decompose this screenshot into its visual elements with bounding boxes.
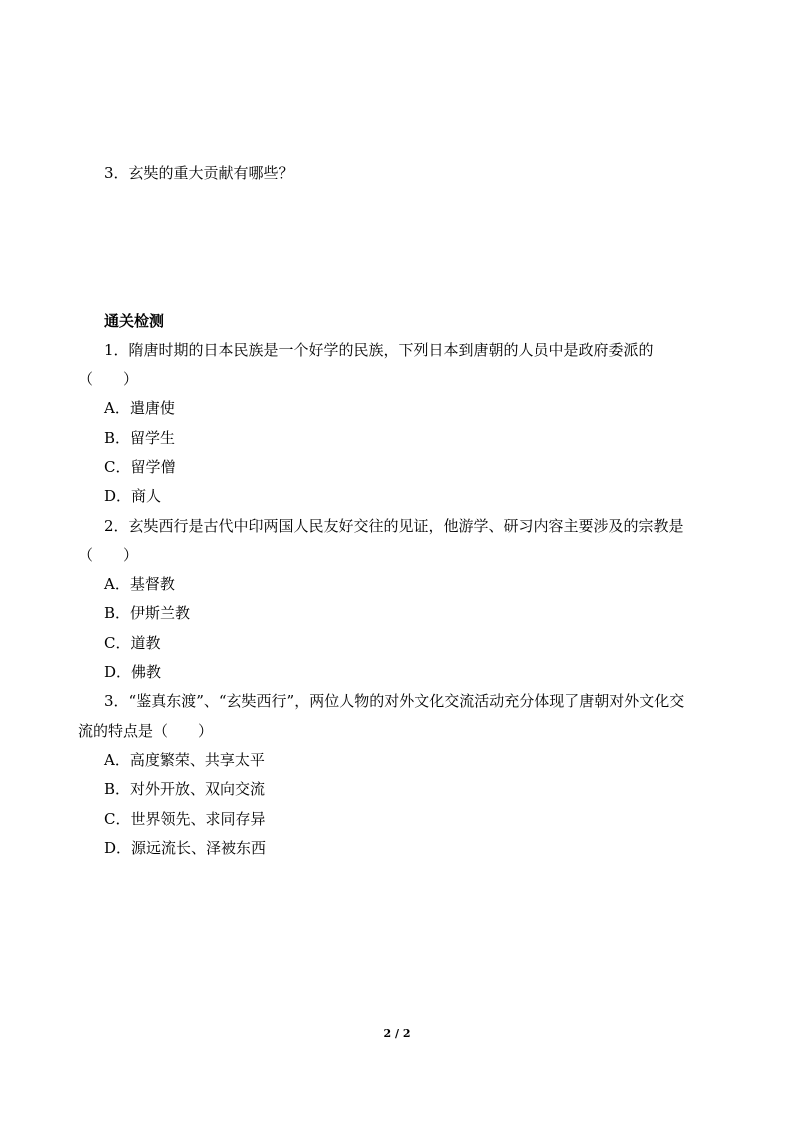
answer-paren-open: （ [78,546,94,564]
question-3-stem: 3．“鉴真东渡”、“玄奘西行”，两位人物的对外文化交流活动充分体现了唐朝对外文化交 [104,692,685,710]
question-1-option-b: B．留学生 [104,429,176,447]
question-1-option-d: D．商人 [104,487,162,505]
page-number: 2 / 2 [383,1027,411,1040]
answer-paren-open: （ [78,370,94,388]
question-2-option-c: C．道教 [104,634,161,652]
question-1-stem: 1．隋唐时期的日本民族是一个好学的民族，下列日本到唐朝的人员中是政府委派的 [104,341,654,359]
question-2-option-a: A．基督教 [104,575,175,593]
stem-continuation: 流的特点是（ [78,722,169,740]
answer-paren-close: ） [198,722,214,740]
question-3-stem-continued [78,721,213,741]
answer-paren-close: ） [123,546,139,564]
question-2-option-b: B．伊斯兰教 [104,604,191,622]
question-2-answer-blank [78,545,138,565]
question-3-option-d: D．源远流长、泽被东西 [104,839,267,857]
question-1-option-c: C．留学僧 [104,458,176,476]
question-1-option-a: A．遣唐使 [104,399,175,417]
question-1-answer-blank [78,369,138,389]
section-title: 通关检测 [104,312,165,330]
question-2-option-d: D．佛教 [104,663,162,681]
question-3-xuanzang-contribution: 3．玄奘的重大贡献有哪些？ [104,164,294,182]
question-3-option-c: C．世界领先、求同存异 [104,810,266,828]
question-3-option-a: A．高度繁荣、共享太平 [104,751,265,769]
question-3-option-b: B．对外开放、双向交流 [104,780,266,798]
answer-paren-close: ） [123,370,139,388]
question-2-stem: 2．玄奘西行是古代中印两国人民友好交往的见证，他游学、研习内容主要涉及的宗教是 [104,517,684,535]
